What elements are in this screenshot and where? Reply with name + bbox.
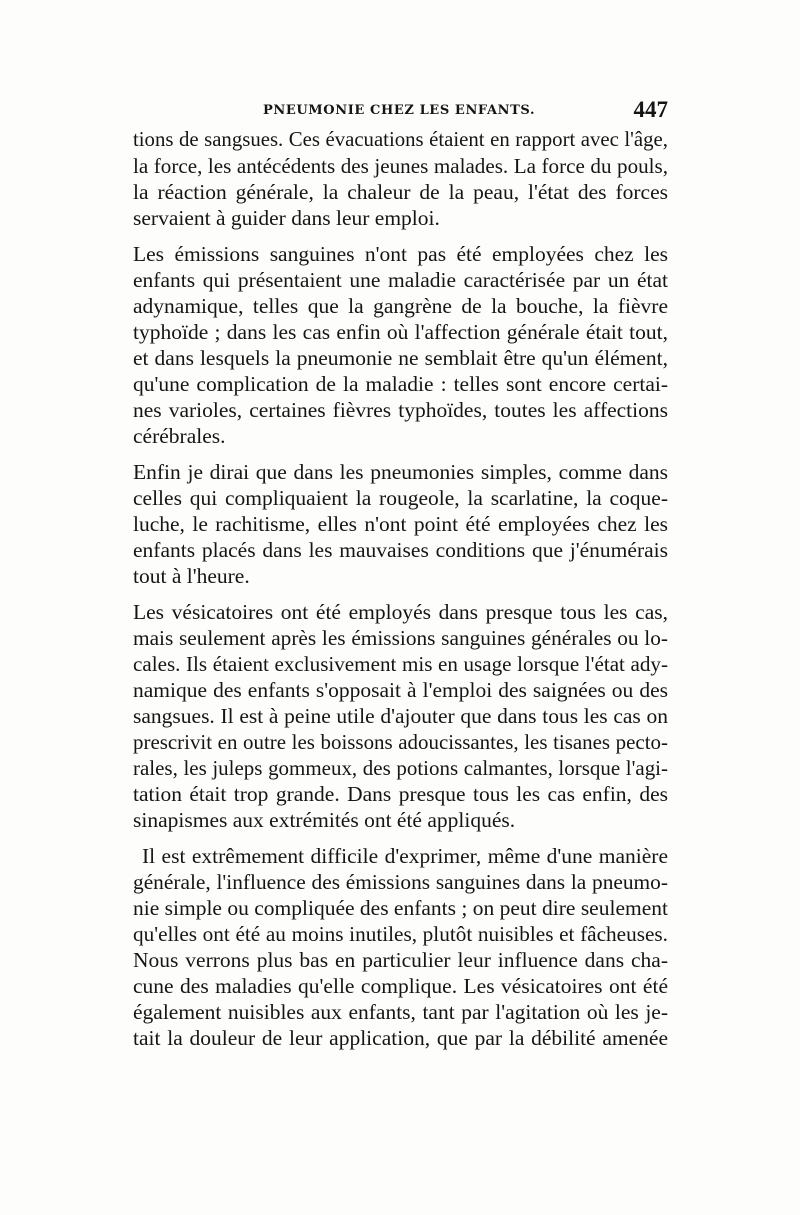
text-line: Les vésicatoires ont été employés dans presque tous les cas, (133, 600, 668, 624)
text-line: Nous verrons plus bas en particulier leur influence dans cha- (133, 948, 668, 972)
text-line: adynamique, telles que la gangrène de la bouche, la fièvre (133, 294, 668, 318)
paragraph (133, 127, 668, 231)
text-line: la force, les antécédents des jeunes malades. La force du pouls, (133, 154, 668, 178)
text-line: celles qui compliquaient la rougeole, la scarlatine, la coque- (133, 486, 668, 510)
text-line: nes varioles, certaines fièvres typhoïdes, toutes les affections (133, 398, 668, 422)
running-header (133, 97, 668, 127)
text-line: namique des enfants s'opposait à l'emploi des saignées ou des (133, 678, 668, 702)
text-line: la réaction générale, la chaleur de la peau, l'état des forces (133, 180, 668, 204)
text-line: et dans lesquels la pneumonie ne semblait être qu'un élément, (133, 346, 668, 370)
text-line: cales. Ils étaient exclusivement mis en usage lorsque l'état ady- (133, 652, 668, 676)
text-line: Enfin je dirai que dans les pneumonies simples, comme dans (133, 460, 668, 484)
paragraph (133, 241, 668, 449)
text-line: mais seulement après les émissions sanguines générales ou lo- (133, 626, 668, 650)
text-line: tions de sangsues. Ces évacuations étaient en rapport avec l'âge, (133, 128, 668, 151)
page-number: 447 (633, 97, 668, 122)
text-line: tation était trop grande. Dans presque tous les cas enfin, des (133, 782, 668, 806)
text-line: enfants placés dans les mauvaises conditions que j'énumérais (133, 538, 668, 562)
text-line: typhoïde ; dans les cas enfin où l'affection générale était tout, (133, 320, 668, 344)
text-line: qu'elles ont été au moins inutiles, plutôt nuisibles et fâcheuses. (133, 922, 668, 946)
text-line: servaient à guider dans leur emploi. (133, 206, 440, 230)
text-line: sangsues. Il est à peine utile d'ajouter que dans tous les cas on (133, 704, 668, 728)
body-text (133, 127, 668, 1077)
paragraph (133, 843, 668, 1051)
text-line: prescrivit en outre les boissons adoucissantes, les tisanes pecto- (133, 730, 668, 754)
text-line: qu'une complication de la maladie : telles sont encore certai- (133, 372, 668, 396)
text-line: sinapismes aux extrémités ont été appliqués. (133, 808, 516, 832)
paragraph (133, 459, 668, 589)
text-line: Il est extrêmement difficile d'exprimer, même d'une manière (142, 844, 668, 868)
text-line: cune des maladies qu'elle complique. Les vésicatoires ont été (133, 974, 668, 998)
text-line: cérébrales. (133, 424, 226, 448)
text-line: luche, le rachitisme, elles n'ont point été employées chez les (133, 512, 668, 536)
text-line: tait la douleur de leur application, que par la débilité amenée (133, 1026, 668, 1050)
text-line: enfants qui présentaient une maladie caractérisée par un état (133, 268, 668, 292)
running-title: PNEUMONIE CHEZ LES ENFANTS. (263, 103, 536, 118)
text-line: Les émissions sanguines n'ont pas été employées chez les (133, 242, 668, 266)
paragraph (133, 599, 668, 833)
text-line: également nuisibles aux enfants, tant par l'agitation où les je- (133, 1000, 668, 1024)
text-line: générale, l'influence des émissions sanguines dans la pneumo- (133, 870, 668, 894)
text-line: rales, les juleps gommeux, des potions calmantes, lorsque l'agi- (133, 756, 668, 780)
text-line: nie simple ou compliquée des enfants ; on peut dire seulement (133, 896, 668, 920)
text-line: tout à l'heure. (133, 564, 250, 588)
